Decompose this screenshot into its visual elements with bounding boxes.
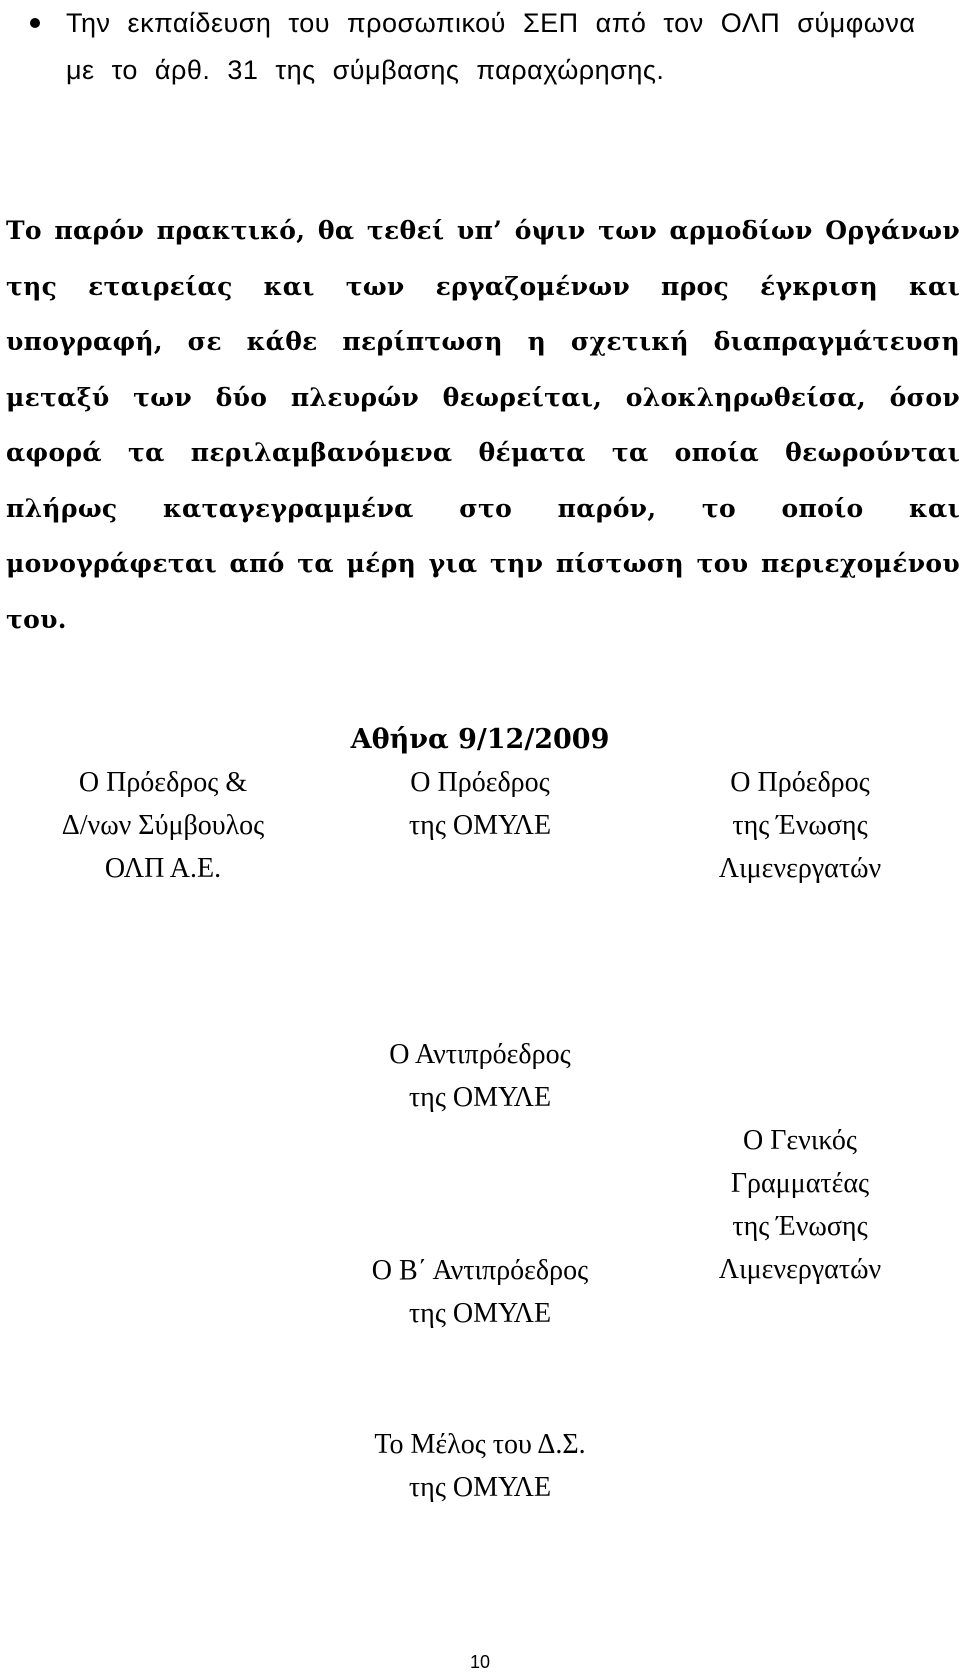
signature-omyle-vice-president <box>335 1033 625 1119</box>
signature-line: Ο Β΄ Αντιπρόεδρος <box>371 1255 589 1286</box>
signature-omyle-second-vice-president <box>335 1249 625 1335</box>
signature-line: Λιμενεργατών <box>718 1254 882 1285</box>
signature-line: της ΟΜΥΛΕ <box>408 1298 552 1329</box>
bullet-text: Την εκπαίδευση του προσωπικού ΣΕΠ από τον ΟΛΠ σύμφωνα με το άρθ. 31 της σύμβασης παραχώρησης. <box>66 8 916 85</box>
page-number: 10 <box>469 1652 491 1672</box>
signature-line: της ΟΜΥΛΕ <box>408 1472 552 1503</box>
signature-line: της ΟΜΥΛΕ <box>408 810 552 841</box>
signature-olp-president <box>18 761 308 890</box>
signature-union-general-secretary <box>655 1119 945 1291</box>
signature-line: Ο Πρόεδρος <box>410 767 550 798</box>
signature-omyle-president <box>335 761 625 847</box>
signature-line: ΟΛΠ Α.Ε. <box>104 853 222 884</box>
signature-line: Γραμματέας <box>730 1168 870 1199</box>
signature-omyle-board-member <box>335 1423 625 1509</box>
signature-line: της ΟΜΥΛΕ <box>408 1082 552 1113</box>
signature-line: Ο Γενικός <box>743 1125 857 1156</box>
signature-line: Ο Πρόεδρος <box>730 767 870 798</box>
signature-line: της Ένωσης <box>732 810 868 841</box>
signature-line: Δ/νων Σύμβουλος <box>61 810 265 841</box>
closing-paragraph: Το παρόν πρακτικό, θα τεθεί υπ’ όψιν των αρμοδίων Οργάνων της εταιρείας και των εργαζομένων προς έγκριση και υπογραφή, σε κάθε περίπτωση η σχετική διαπραγμάτευση μεταξύ των δύο πλευρών θεωρείται, ολοκληρωθείσα, όσον αφορά τα περιλαμβανόμενα θέματα τα οποία θεωρούνται πλήρως καταγεγραμμένα στο παρόν, το οποίο και μονογράφεται από τα μέρη για την πίστωση του περιεχομένου του. <box>6 216 960 634</box>
signature-line: Λιμενεργατών <box>718 853 882 884</box>
signature-line: Ο Πρόεδρος & <box>78 767 248 798</box>
signature-line: Το Μέλος του Δ.Σ. <box>374 1429 586 1460</box>
date-line: Αθήνα 9/12/2009 <box>350 724 610 755</box>
signature-line: της Ένωσης <box>732 1211 868 1242</box>
bullet-dot-icon <box>30 18 40 28</box>
signature-line: Ο Αντιπρόεδρος <box>389 1039 571 1070</box>
signature-union-president <box>655 761 945 890</box>
